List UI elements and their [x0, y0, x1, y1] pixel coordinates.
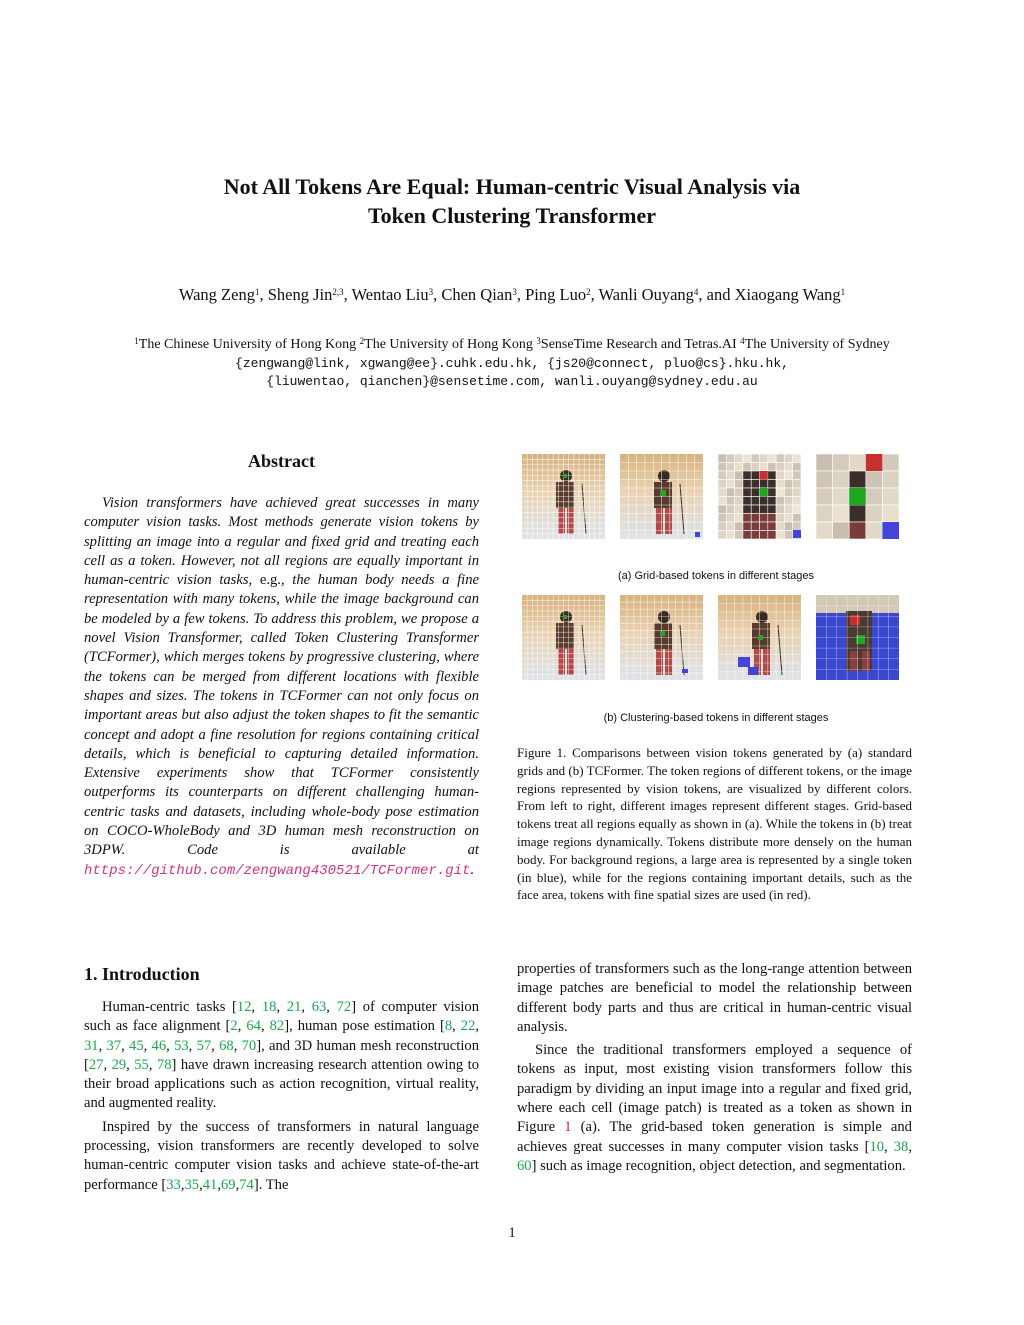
token-cell — [735, 488, 743, 497]
affiliation-name: The University of Hong Kong — [364, 337, 537, 352]
token-cell — [718, 463, 726, 472]
token-cell — [735, 522, 743, 531]
right-paragraph-1 — [517, 960, 912, 1037]
paragraph-text: (a). The grid-based token generation is simple and achieves great successes in many computer vision tasks [ — [517, 1119, 912, 1155]
author-separator: , — [590, 285, 599, 304]
token-cell — [793, 514, 801, 523]
token-cell — [768, 505, 776, 514]
token-cell — [751, 497, 759, 506]
token-cell — [726, 471, 734, 480]
token-cell — [735, 480, 743, 489]
paragraph-text: , — [148, 1056, 157, 1073]
token-cell — [882, 488, 899, 505]
detail-token-marker — [760, 471, 768, 480]
token-cell — [784, 463, 792, 472]
citation-link[interactable]: 57 — [196, 1037, 212, 1054]
token-cell — [882, 454, 899, 471]
author-affiliation-mark: 3 — [428, 287, 434, 297]
token-cell — [726, 463, 734, 472]
token-cell — [743, 514, 751, 523]
token-cell — [793, 463, 801, 472]
token-cell — [743, 480, 751, 489]
token-cell — [776, 480, 784, 489]
token-cell — [816, 471, 833, 488]
face-token-marker — [563, 615, 567, 619]
token-cell — [726, 454, 734, 463]
paragraph-text: , — [260, 1018, 270, 1035]
token-cell — [776, 454, 784, 463]
abstract-end: . — [470, 861, 475, 878]
author-affiliation-mark: 4 — [693, 287, 699, 297]
paragraph-text: , — [103, 1056, 112, 1073]
paragraph-text: , — [326, 999, 337, 1015]
token-cell — [718, 531, 726, 540]
token-cell — [776, 522, 784, 531]
paragraph-text: ] such as image recognition, object detection, and segmentation. — [531, 1157, 906, 1174]
token-cell — [760, 463, 768, 472]
token-cell — [793, 497, 801, 506]
citation-link[interactable]: 45 — [129, 1037, 144, 1054]
paragraph-text: , — [199, 1176, 203, 1193]
leg-token-region — [862, 651, 870, 671]
token-cell — [743, 505, 751, 514]
paragraph-text: Inspired by the success of transformers in natural language processing, vision transformers are recently developed to solve human-centric computer vision tasks and achieve state-of-the-art performance [ — [84, 1118, 479, 1193]
token-cell — [849, 505, 866, 522]
token-cell — [833, 454, 850, 471]
paragraph-text: , — [908, 1138, 912, 1155]
token-cell — [776, 531, 784, 540]
person-head — [658, 470, 670, 482]
citation-link[interactable]: 38 — [893, 1138, 909, 1155]
token-cell — [726, 531, 734, 540]
affiliation-name: SenseTime Research and Tetras.AI — [540, 337, 741, 352]
author-affiliation-mark: 1 — [840, 287, 846, 297]
person-head — [756, 611, 768, 623]
abstract-text-2: , the human body needs a fine representation with many tokens, while the image background can be modeled by a few tokens. To address this problem, we propose a novel Vision Transformer, called Token Clustering Transformer (TCFormer), which merges tokens by progressive clustering, where the tokens can be merged from different locations with flexible shapes and sizes. The tokens in TCFormer can not only focus on important areas but also adjust the token shapes to fit the semantic concept and adopt a fine resolution for regions containing critical details, which is beneficial to capturing detailed information. Extensive experiments show that TCFormer consistently outperforms its counterparts on different challenging human-centric tasks and datasets, including whole-body pose estimation on COCO-WholeBody and 3D human mesh reconstruction on 3DPW. Code is available at — [84, 572, 480, 859]
code-link[interactable]: https://github.com/zengwang430521/TCFormer.git — [84, 862, 471, 879]
citation-link[interactable]: 41 — [202, 1176, 218, 1193]
token-cell — [776, 514, 784, 523]
token-cell — [718, 522, 726, 531]
figure-1-caption: Figure 1. Comparisons between vision tokens generated by (a) standard grids and (b) TCFormer. The token regions of different tokens, or the image regions represented by vision tokens, are visualized by different colors. From left to right, different images represent different stages. Grid-based tokens treat all regions equally as shown in (a). While the tokens in (b) treat image regions dynamically. Tokens distribute more densely on the human body. For background regions, a large area is represented by a single token (in blue), while for the regions containing important details, such as the face area, tokens with fine spatial sizes are used (in red). — [517, 745, 912, 903]
token-cell — [726, 514, 734, 523]
title-line-1: Not All Tokens Are Equal: Human-centric Visual Analysis via — [223, 174, 801, 199]
token-cell — [882, 471, 899, 488]
token-cell — [768, 522, 776, 531]
token-cell — [760, 505, 768, 514]
citation-link[interactable]: 12 — [236, 999, 252, 1015]
token-cell — [743, 488, 751, 497]
citation-link[interactable]: 46 — [151, 1037, 167, 1054]
token-cell — [816, 505, 833, 522]
token-cell — [849, 522, 866, 539]
token-cell — [776, 463, 784, 472]
citation-link[interactable]: 82 — [269, 1018, 285, 1035]
affiliation-name: The Chinese University of Hong Kong — [138, 337, 360, 352]
paragraph-text: , — [251, 999, 262, 1015]
paragraph-text: , — [166, 1037, 175, 1054]
citation-link[interactable]: 68 — [219, 1037, 234, 1054]
author-affiliation-mark: 1 — [254, 287, 260, 297]
author-separator: , — [433, 285, 442, 304]
token-cell — [784, 531, 792, 540]
token-cell — [866, 471, 883, 488]
token-cell — [751, 488, 759, 497]
token-cell — [726, 480, 734, 489]
token-cell — [784, 514, 792, 523]
author-affiliation-mark: 2,3 — [332, 287, 344, 297]
token-cell — [735, 514, 743, 523]
token-cell — [735, 471, 743, 480]
face-token-marker — [660, 490, 666, 496]
citation-link[interactable]: 72 — [336, 999, 352, 1015]
person-leg — [665, 508, 672, 534]
person-leg — [656, 649, 663, 675]
author-separator: , and — [698, 285, 735, 304]
token-cell — [760, 454, 768, 463]
cluster-stage-1-image — [522, 595, 605, 680]
token-cell — [743, 463, 751, 472]
cluster-stage-3-image — [718, 595, 801, 680]
citation-link[interactable]: 53 — [174, 1037, 189, 1054]
token-cell — [751, 514, 759, 523]
affiliation-name: The University of Sydney — [744, 337, 890, 352]
face-token-marker — [660, 631, 665, 636]
introduction-left-column — [84, 998, 479, 1199]
author-name: Wang Zeng — [178, 285, 255, 304]
token-cell — [768, 454, 776, 463]
face-token-marker — [563, 474, 567, 478]
token-cell — [751, 505, 759, 514]
token-cell — [816, 454, 833, 471]
citation-link[interactable]: 8 — [444, 1018, 453, 1035]
token-cell — [784, 497, 792, 506]
citation-link[interactable]: 29 — [111, 1056, 127, 1073]
background-token-marker — [882, 522, 899, 539]
token-cell — [735, 463, 743, 472]
background-token-marker — [695, 532, 700, 537]
citation-link[interactable]: 31 — [84, 1037, 99, 1054]
token-cell — [718, 497, 726, 506]
intro-paragraph-2 — [84, 1118, 479, 1195]
grid-token-row — [522, 454, 899, 539]
introduction-right-column — [517, 960, 912, 1180]
token-cell — [718, 505, 726, 514]
citation-link[interactable]: 27 — [88, 1056, 104, 1073]
token-cell — [726, 497, 734, 506]
abstract-heading: Abstract — [248, 451, 315, 471]
token-cell — [793, 488, 801, 497]
intro-paragraph-1 — [84, 998, 479, 1114]
figure-reference-link[interactable]: 1 — [564, 1119, 572, 1136]
paragraph-text: Since the traditional transformers employed a sequence of tokens as input, most existing vision transformers follow this paradigm by dividing an input image into a regular and fixed grid, where each cell (image patch) is treated as a token as shown in Figure — [517, 1042, 912, 1136]
token-cell — [760, 531, 768, 540]
paragraph-text: , — [237, 1018, 247, 1035]
token-cell — [768, 531, 776, 540]
citation-link[interactable]: 55 — [134, 1056, 149, 1073]
token-cell — [776, 497, 784, 506]
token-cell — [866, 505, 883, 522]
paragraph-text: ]. The — [253, 1176, 289, 1193]
citation-link[interactable]: 69 — [221, 1176, 236, 1193]
affiliation-mark: 4 — [740, 336, 745, 346]
author-affiliation-mark: 3 — [512, 287, 517, 297]
token-cell — [726, 522, 734, 531]
token-cell — [793, 471, 801, 480]
paragraph-text: ] of computer vision such as face alignment [ — [84, 999, 480, 1035]
author-affiliation-mark: 2 — [586, 287, 591, 297]
paragraph-text: , — [235, 1176, 240, 1193]
background-token-marker — [738, 657, 750, 667]
token-cell — [768, 480, 776, 489]
affiliation-mark: 1 — [134, 336, 139, 346]
introduction-heading: 1. Introduction — [84, 964, 200, 984]
author-name: Sheng Jin — [267, 285, 333, 304]
token-cell — [768, 497, 776, 506]
paragraph-text: ], human pose estimation [ — [284, 1018, 445, 1035]
grid-stage-1-image — [522, 454, 605, 539]
face-token-marker — [758, 635, 763, 640]
token-cell — [784, 488, 792, 497]
token-cell — [866, 488, 883, 505]
token-cell — [760, 497, 768, 506]
token-cell — [735, 505, 743, 514]
grid-stage-3-image — [718, 454, 801, 539]
abstract-text-1: Vision transformers have achieved great successes in many computer vision tasks. Most methods generate vision tokens by splitting an image into a regular and fixed grid and treating each cell as a token. However, not all regions are equally important in human-centric vision tasks, — [84, 495, 479, 589]
token-cell — [768, 463, 776, 472]
token-cell — [816, 488, 833, 505]
emails-line-1: {zengwang@link, xgwang@ee}.cuhk.edu.hk, {js20@connect, pluo@cs}.hku.hk, — [235, 356, 789, 371]
person-leg — [558, 508, 565, 534]
paragraph-text: , — [126, 1056, 135, 1073]
token-cell — [784, 505, 792, 514]
token-cell — [751, 531, 759, 540]
token-cell — [743, 454, 751, 463]
paragraph-text: , — [301, 999, 312, 1015]
paragraph-text: , — [180, 1176, 185, 1193]
token-cell — [751, 522, 759, 531]
token-cell — [726, 505, 734, 514]
emails-line-2: {liuwentao, qianchen}@sensetime.com, wanli.ouyang@sydney.edu.au — [266, 374, 758, 389]
token-cell — [866, 522, 883, 539]
citation-link[interactable]: 2 — [230, 1018, 238, 1035]
leg-token-region — [850, 651, 858, 671]
person-leg — [656, 508, 663, 534]
abstract-body — [84, 494, 479, 881]
token-cell — [833, 522, 850, 539]
token-cell — [768, 514, 776, 523]
citation-link[interactable]: 21 — [286, 999, 302, 1015]
citation-link[interactable]: 18 — [261, 999, 277, 1015]
citation-link[interactable]: 64 — [246, 1018, 261, 1035]
author-name: Xiaogang Wang — [734, 285, 841, 304]
token-cell — [743, 522, 751, 531]
right-paragraph-2 — [517, 1041, 912, 1176]
author-name: Chen Qian — [441, 285, 513, 304]
citation-link[interactable]: 78 — [156, 1056, 172, 1073]
paragraph-text: , — [121, 1037, 130, 1054]
token-cell — [816, 522, 833, 539]
citation-link[interactable]: 70 — [241, 1037, 257, 1054]
token-cell — [751, 471, 759, 480]
face-token-marker — [849, 488, 866, 505]
affiliation-mark: 2 — [359, 336, 365, 346]
background-token-marker — [682, 669, 688, 673]
token-cell — [718, 480, 726, 489]
token-cell — [776, 488, 784, 497]
token-cell — [718, 514, 726, 523]
paragraph-text: , — [98, 1037, 107, 1054]
paragraph-text: properties of transformers such as the long-range attention between image patches are beneficial to model the relationship between different body parts and thus are critical in human-centric visual analysis. — [517, 961, 912, 1035]
subcaption-b: (b) Clustering-based tokens in different stages — [603, 712, 829, 724]
affiliation-mark: 3 — [536, 336, 541, 346]
paragraph-text: , — [276, 999, 287, 1015]
token-cell — [718, 454, 726, 463]
token-cell — [776, 505, 784, 514]
token-cell — [718, 471, 726, 480]
token-cell — [784, 480, 792, 489]
subcaption-a: (a) Grid-based tokens in different stages — [617, 570, 815, 582]
paragraph-text: , — [452, 1018, 461, 1035]
paragraph-text: , — [475, 1018, 480, 1035]
token-cell — [735, 454, 743, 463]
token-cell — [726, 488, 734, 497]
token-cell — [793, 480, 801, 489]
cluster-token-row — [522, 595, 899, 680]
citation-link[interactable]: 60 — [517, 1157, 532, 1174]
token-cell — [833, 488, 850, 505]
citation-link[interactable]: 33 — [166, 1176, 181, 1193]
token-cell — [735, 531, 743, 540]
token-cell — [849, 471, 866, 488]
paragraph-text: Human-centric tasks [ — [102, 999, 237, 1015]
page-number: 1 — [508, 1225, 516, 1241]
paragraph-text: ], and 3D human mesh reconstruction [ — [84, 1037, 479, 1073]
token-cell — [743, 531, 751, 540]
token-cell — [849, 454, 866, 471]
citation-link[interactable]: 35 — [184, 1176, 200, 1193]
token-cell — [784, 471, 792, 480]
person-leg — [558, 649, 565, 675]
citation-link[interactable]: 37 — [106, 1037, 122, 1054]
cluster-stage-2-image — [620, 595, 703, 680]
paragraph-text: , — [217, 1176, 221, 1193]
token-cell — [751, 454, 759, 463]
abstract-eg: e.g. — [259, 572, 281, 589]
token-cell — [793, 454, 801, 463]
token-cell — [793, 522, 801, 531]
paragraph-text: ] have drawn increasing research attention owing to their broad applications such as action recognition, virtual reality, and augmented reality. — [84, 1056, 479, 1112]
author-name: Ping Luo — [525, 285, 587, 304]
token-cell — [833, 505, 850, 522]
affiliations — [40, 335, 984, 354]
token-cell — [751, 480, 759, 489]
paragraph-text: , — [211, 1037, 220, 1054]
token-cell — [751, 463, 759, 472]
token-cell — [768, 488, 776, 497]
token-cell — [784, 454, 792, 463]
paragraph-text: , — [188, 1037, 197, 1054]
token-cell — [735, 497, 743, 506]
citation-link[interactable]: 10 — [869, 1138, 885, 1155]
author-list — [40, 284, 984, 306]
background-token-marker — [793, 530, 801, 538]
person-leg — [763, 649, 770, 675]
citation-link[interactable]: 22 — [460, 1018, 476, 1035]
token-cell — [833, 471, 850, 488]
paragraph-text: , — [143, 1037, 152, 1054]
paragraph-text: , — [233, 1037, 242, 1054]
token-cell — [776, 471, 784, 480]
paragraph-text: , — [884, 1138, 894, 1155]
token-cell — [760, 522, 768, 531]
token-cell — [760, 514, 768, 523]
token-cell — [718, 488, 726, 497]
title-line-2: Token Clustering Transformer — [367, 203, 657, 228]
token-cell — [793, 505, 801, 514]
background-token-marker — [748, 667, 758, 675]
token-cell — [768, 471, 776, 480]
token-cell — [760, 480, 768, 489]
author-separator: , — [343, 285, 352, 304]
token-cell — [743, 497, 751, 506]
author-name: Wentao Liu — [351, 285, 429, 304]
token-cell — [784, 522, 792, 531]
author-name: Wanli Ouyang — [598, 285, 694, 304]
author-separator: , — [259, 285, 268, 304]
detail-token-marker — [866, 454, 883, 471]
author-separator: , — [516, 285, 526, 304]
token-cell — [743, 471, 751, 480]
face-token-marker — [760, 488, 768, 497]
token-cell — [882, 505, 899, 522]
paper-title — [80, 172, 944, 230]
person-leg — [567, 649, 574, 675]
cluster-stage-4-image — [816, 595, 899, 680]
grid-stage-4-image — [816, 454, 899, 539]
person-leg — [567, 508, 574, 534]
grid-stage-2-image — [620, 454, 703, 539]
citation-link[interactable]: 74 — [239, 1176, 254, 1193]
citation-link[interactable]: 63 — [311, 999, 327, 1015]
